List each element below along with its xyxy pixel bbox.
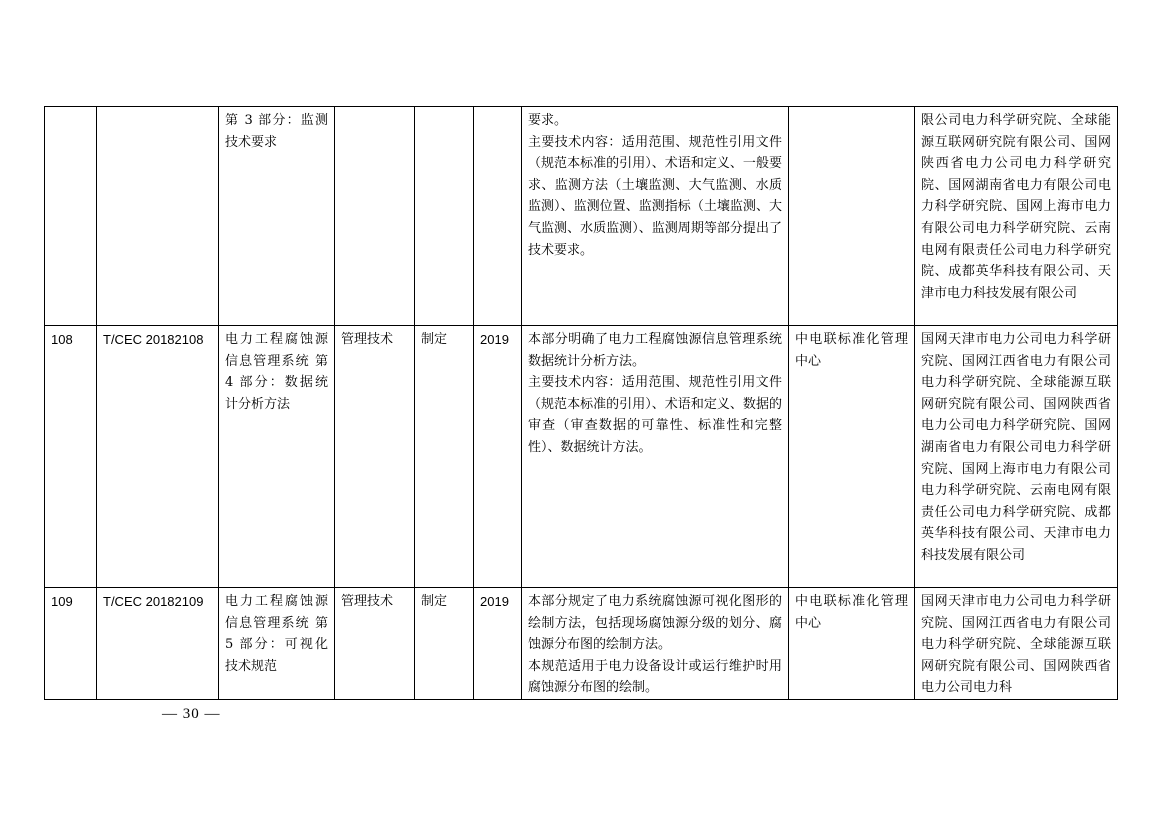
cell-nature [415,107,474,326]
cell-standard-name: 电力工程腐蚀源信息管理系统 第 5 部分：可视化技术规范 [219,588,335,700]
cell-nature: 制定 [415,588,474,700]
cell-number [45,107,97,326]
cell-nature: 制定 [415,326,474,588]
cell-content [522,326,789,588]
cell-standard-name: 第 3 部分：监测技术要求 [219,107,335,326]
table-row [45,588,1118,700]
content-paragraph: 本部分规定了电力系统腐蚀源可视化图形的绘制方法，包括现场腐蚀源分级的划分、腐蚀源分布图的绘制方法。 [528,594,782,653]
cell-drafting-units: 国网天津市电力公司电力科学研究院、国网江西省电力有限公司电力科学研究院、全球能源互联网研究院有限公司、国网陕西省电力公司电力科 [915,588,1118,700]
cell-category: 管理技术 [335,326,415,588]
page-number: — 30 — [162,706,221,722]
cell-year [474,107,522,326]
cell-content [522,107,789,326]
cell-standard-name: 电力工程腐蚀源信息管理系统 第 4 部分：数据统计分析方法 [219,326,335,588]
content-paragraph: 本规范适用于电力设备设计或运行维护时用腐蚀源分布图的绘制。 [528,658,782,696]
cell-standard-code: T/CEC 20182108 [97,326,219,588]
cell-category [335,107,415,326]
content-paragraph: 要求。 [528,113,568,128]
table-row [45,326,1118,588]
cell-year: 2019 [474,326,522,588]
cell-drafting-units: 限公司电力科学研究院、全球能源互联网研究院有限公司、国网陕西省电力公司电力科学研究院、国网湖南省电力有限公司电力科学研究院、国网上海市电力有限公司电力科学研究院、云南电网有限责任公司电力科学研究院、成都英华科技有限公司、天津市电力科技发展有限公司 [915,107,1118,326]
table-row [45,107,1118,326]
cell-number: 109 [45,588,97,700]
content-paragraph: 主要技术内容：适用范围、规范性引用文件（规范本标准的引用）、术语和定义、数据的审查（审查数据的可靠性、标准性和完整性）、数据统计方法。 [528,375,782,455]
cell-responsible-org: 中电联标准化管理中心 [789,588,915,700]
cell-number: 108 [45,326,97,588]
cell-drafting-units: 国网天津市电力公司电力科学研究院、国网江西省电力有限公司电力科学研究院、全球能源互联网研究院有限公司、国网陕西省电力公司电力科学研究院、国网湖南省电力有限公司电力科学研究院、国网上海市电力有限公司电力科学研究院、云南电网有限责任公司电力科学研究院、成都英华科技有限公司、天津市电力科技发展有限公司 [915,326,1118,588]
cell-standard-code: T/CEC 20182109 [97,588,219,700]
cell-responsible-org [789,107,915,326]
cell-standard-code [97,107,219,326]
content-paragraph: 主要技术内容：适用范围、规范性引用文件（规范本标准的引用）、术语和定义、一般要求、监测方法（土壤监测、大气监测、水质监测）、监测位置、监测指标（土壤监测、大气监测、水质监测）、监测周期等部分提出了技术要求。 [528,134,782,258]
standards-table [44,106,1118,700]
cell-category: 管理技术 [335,588,415,700]
cell-content [522,588,789,700]
content-paragraph: 本部分明确了电力工程腐蚀源信息管理系统数据统计分析方法。 [528,332,782,369]
standards-table-page [44,106,1117,700]
cell-year: 2019 [474,588,522,700]
cell-responsible-org: 中电联标准化管理中心 [789,326,915,588]
